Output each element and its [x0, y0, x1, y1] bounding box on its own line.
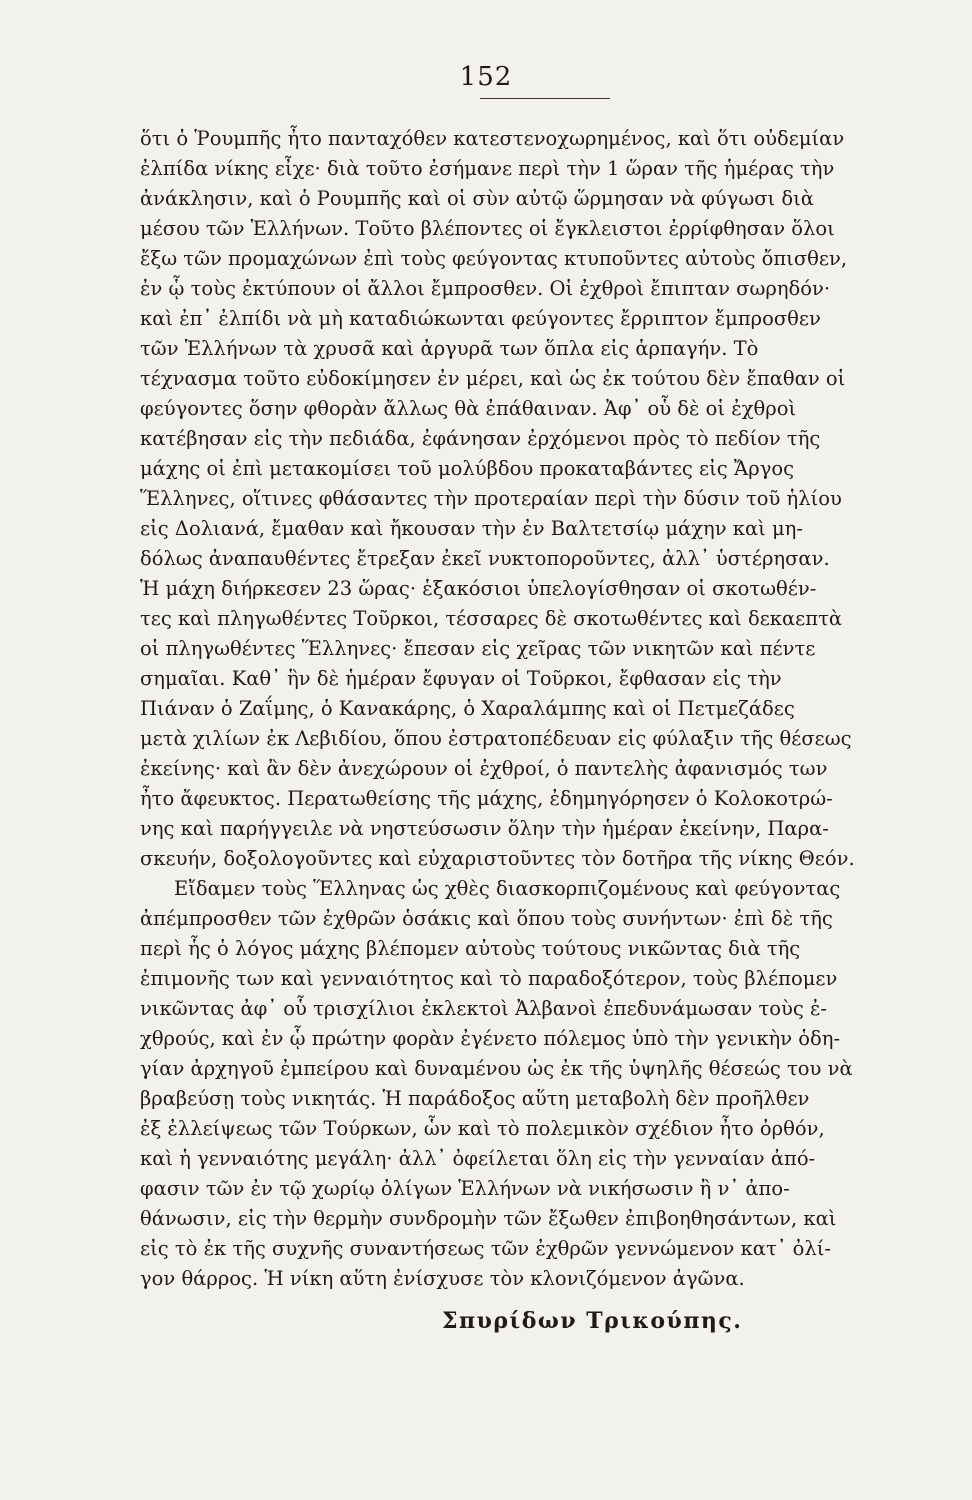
text-line: Ἡ μάχη διήρκεσεν 23 ὥρας· ἑξακόσιοι ὑπελογίσθησαν οἱ σκοτωθέν-	[140, 577, 817, 600]
text-line: εἰς τὸ ἐκ τῆς συχνῆς συναντήσεως τῶν ἐχθρῶν γεννώμενον κατ᾽ ὀλί-	[140, 1237, 832, 1260]
text-line: νικῶντας ἀφ᾽ οὗ τρισχίλιοι ἐκλεκτοὶ Ἀλβανοὶ ἐπεδυνάμωσαν τοὺς ἐ-	[140, 997, 827, 1020]
text-line: σημαῖαι. Καθ᾽ ἣν δὲ ἡμέραν ἔφυγαν οἱ Τοῦρκοι, ἔφθασαν εἰς τὴν	[140, 667, 782, 690]
text-line: ἀπέμπροσθεν τῶν ἐχθρῶν ὁσάκις καὶ ὅπου τοὺς συνήντων· ἐπὶ δὲ τῆς	[140, 907, 833, 930]
text-line: μέσου τῶν Ἑλλήνων. Τοῦτο βλέποντες οἱ ἔγκλειστοι ἐρρίφθησαν ὅλοι	[140, 217, 835, 240]
text-line: ἐκείνης· καὶ ἂν δὲν ἀνεχώρουν οἱ ἐχθροί, ὁ παντελὴς ἀφανισμός των	[140, 757, 828, 780]
text-line: γον θάρρος. Ἡ νίκη αὕτη ἐνίσχυσε τὸν κλονιζόμενον ἀγῶνα.	[140, 1267, 745, 1290]
text-line: φεύγοντες ὅσην φθορὰν ἄλλως θὰ ἐπάθαιναν. Ἀφ᾽ οὗ δὲ οἱ ἐχθροὶ	[140, 397, 797, 420]
paragraph-start-line: Εἴδαμεν τοὺς Ἕλληνας ὡς χθὲς διασκορπιζομένους καὶ φεύγοντας	[174, 877, 841, 900]
text-line: εἰς Δολιανά, ἔμαθαν καὶ ἤκουσαν τὴν ἐν Βαλτετσίῳ μάχην καὶ μη-	[140, 517, 803, 540]
signature-text: Σπυρίδων Τρικούπης.	[442, 1308, 743, 1334]
text-line: τες καὶ πληγωθέντες Τοῦρκοι, τέσσαρες δὲ σκοτωθέντες καὶ δεκαεπτὰ	[140, 607, 843, 630]
text-line: φασιν τῶν ἐν τῷ χωρίῳ ὀλίγων Ἑλλήνων νὰ νικήσωσιν ἢ ν᾽ ἀπο-	[140, 1177, 790, 1200]
text-line: βραβεύσῃ τοὺς νικητάς. Ἡ παράδοξος αὕτη μεταβολὴ δὲν προῆλθεν	[140, 1087, 810, 1110]
text-line: Πιάναν ὁ Ζαΐμης, ὁ Κανακάρης, ὁ Χαραλάμπης καὶ οἱ Πετμεζάδες	[140, 697, 795, 720]
text-line: ὅτι ὁ Ῥουμπῆς ἦτο πανταχόθεν κατεστενοχωρημένος, καὶ ὅτι οὐδεμίαν	[140, 127, 845, 150]
text-line: μάχης οἱ ἐπὶ μετακομίσει τοῦ μολύβδου προκαταβάντες εἰς Ἄργος	[140, 457, 795, 480]
text-line: ἦτο ἄφευκτος. Περατωθείσης τῆς μάχης, ἐδημηγόρησεν ὁ Κολοκοτρώ-	[140, 787, 833, 810]
text-line: δόλως ἀναπαυθέντες ἔτρεξαν ἐκεῖ νυκτοποροῦντες, ἀλλ᾽ ὑστέρησαν.	[140, 547, 830, 570]
text-line: νης καὶ παρήγγειλε νὰ νηστεύσωσιν ὅλην τὴν ἡμέραν ἐκείνην, Παρα-	[140, 817, 829, 840]
text-line: τέχνασμα τοῦτο εὐδοκίμησεν ἐν μέρει, καὶ ὡς ἐκ τούτου δὲν ἔπαθαν οἱ	[140, 367, 846, 390]
text-line: μετὰ χιλίων ἐκ Λεβιδίου, ὅπου ἐστρατοπέδευαν εἰς φύλαξιν τῆς θέσεως	[140, 727, 852, 750]
header-rule	[480, 98, 610, 99]
text-line: θάνωσιν, εἰς τὴν θερμὴν συνδρομὴν τῶν ἔξωθεν ἐπιβοηθησάντων, καὶ	[140, 1207, 837, 1230]
text-line: κατέβησαν εἰς τὴν πεδιάδα, ἐφάνησαν ἐρχόμενοι πρὸς τὸ πεδίον τῆς	[140, 427, 821, 450]
body-text	[140, 124, 940, 1294]
text-line: ἀνάκλησιν, καὶ ὁ Ρουμπῆς καὶ οἱ σὺν αὐτῷ ὥρμησαν νὰ φύγωσι διὰ	[140, 187, 814, 210]
text-line: οἱ πληγωθέντες Ἕλληνες· ἔπεσαν εἰς χεῖρας τῶν νικητῶν καὶ πέντε	[140, 637, 816, 660]
text-line: καὶ ἐπ᾽ ἐλπίδι νὰ μὴ καταδιώκωνται φεύγοντες ἔρριπτον ἔμπροσθεν	[140, 307, 821, 330]
text-line: ἐλπίδα νίκης εἶχε· διὰ τοῦτο ἐσήμανε περὶ τὴν 1 ὥραν τῆς ἡμέρας τὴν	[140, 157, 835, 180]
text-line: χθρούς, καὶ ἐν ᾧ πρώτην φορὰν ἐγένετο πόλεμος ὑπὸ τὴν γενικὴν ὁδη-	[140, 1027, 841, 1050]
text-line: ἔξω τῶν προμαχώνων ἐπὶ τοὺς φεύγοντας κτυποῦντες αὐτοὺς ὄπισθεν,	[140, 247, 848, 270]
text-line: ἐν ᾧ τοὺς ἐκτύπουν οἱ ἄλλοι ἔμπροσθεν. Οἱ ἐχθροὶ ἔπιπταν σωρηδόν·	[140, 277, 831, 300]
author-signature	[442, 1308, 742, 1334]
text-line: καὶ ἡ γενναιότης μεγάλη· ἀλλ᾽ ὀφείλεται ὅλη εἰς τὴν γενναίαν ἀπό-	[140, 1147, 816, 1170]
text-line: γίαν ἀρχηγοῦ ἐμπείρου καὶ δυναμένου ὡς ἐκ τῆς ὑψηλῆς θέσεώς του νὰ	[140, 1057, 853, 1080]
text-line: ἐπιμονῆς των καὶ γενναιότητος καὶ τὸ παραδοξότερον, τοὺς βλέπομεν	[140, 967, 838, 990]
text-line: τῶν Ἑλλήνων τὰ χρυσᾶ καὶ ἀργυρᾶ των ὅπλα εἰς ἁρπαγήν. Τὸ	[140, 337, 759, 360]
page-number: 152	[459, 62, 513, 92]
text-line: περὶ ἧς ὁ λόγος μάχης βλέπομεν αὐτοὺς τούτους νικῶντας διὰ τῆς	[140, 937, 801, 960]
text-line: σκευήν, δοξολογοῦντες καὶ εὐχαριστοῦντες τὸν δοτῆρα τῆς νίκης Θεόν.	[140, 847, 855, 870]
text-line: Ἕλληνες, οἵτινες φθάσαντες τὴν προτεραίαν περὶ τὴν δύσιν τοῦ ἡλίου	[140, 487, 842, 510]
text-line: ἐξ ἐλλείψεως τῶν Τούρκων, ὧν καὶ τὸ πολεμικὸν σχέδιον ἦτο ὀρθόν,	[140, 1117, 825, 1140]
